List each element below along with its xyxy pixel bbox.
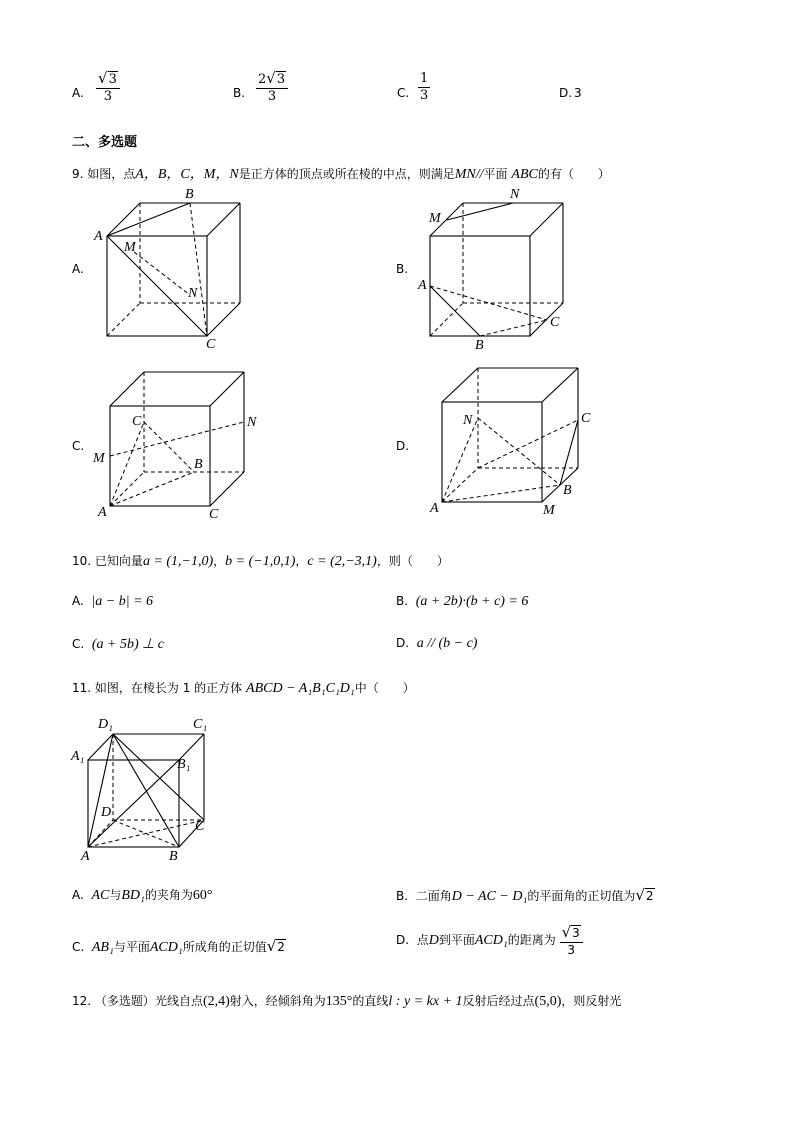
q9-stem: 9. 如图，点A，B，C，M，N是正方体的顶点或所在棱的中点，则满足MN//平面 ABC的有（ ） xyxy=(72,167,610,182)
q9a-label-b: B xyxy=(185,187,194,202)
q11-option-d: D. 点D到平面ACD₁的距离为 $\frac{√3}{3}$ xyxy=(396,924,583,957)
q9b-label-b: B xyxy=(475,338,484,353)
q8-option-c-label: C. xyxy=(397,86,410,100)
q11-option-b: B. 二面角D − AC − D₁的平面角的正切值为√2 xyxy=(396,886,654,904)
q8-option-c-value: $\frac{1}{3}$ xyxy=(420,71,429,104)
q9c-label-c-bottom: C xyxy=(209,507,219,522)
q10-stem: 10. 已知向量a = (1,−1,0)，b = (−1,0,1)，c = (2,−3,1)，则（ ） xyxy=(72,554,449,569)
q11-label-a: A xyxy=(81,849,90,864)
q11-label-b: B xyxy=(169,849,178,864)
q11-label-c1: C₁ xyxy=(193,717,208,732)
section-title: 二、多选题 xyxy=(72,135,138,150)
q9d-label-m: M xyxy=(543,503,555,518)
q11-label-c: C xyxy=(195,819,205,834)
q11-stem: 11. 如图，在棱长为 1 的正方体 ABCD − A₁B₁C₁D₁中（ ） xyxy=(72,681,415,696)
q9c-label-a: A xyxy=(98,505,107,520)
q9c-label-c-top: C xyxy=(132,414,142,429)
q11-option-a: A. AC与BD₁的夹角为60° xyxy=(72,888,213,903)
q9-figure-a xyxy=(90,180,260,355)
q9d-label-c: C xyxy=(581,411,591,426)
q8-option-b-value: $\frac{2√3}{3}$ xyxy=(256,70,288,105)
q9a-label-m: M xyxy=(124,240,136,255)
q9-option-d-label: D. xyxy=(396,439,410,453)
q9b-label-a: A xyxy=(418,278,427,293)
q11-option-c: C. AB₁与平面ACD₁所成角的正切值√2 xyxy=(72,937,285,955)
q10-option-a: A. |a − b| = 6 xyxy=(72,594,154,609)
q11-cube-figure xyxy=(68,710,218,865)
q8-option-a-value: $\frac{√3}{3}$ xyxy=(96,70,120,105)
q10-option-d: D. a // (b − c) xyxy=(396,636,478,651)
q9c-label-b: B xyxy=(194,457,203,472)
q12-stem: 12. （多选题）光线自点(2,4)射入，经倾斜角为135°的直线l : y = kx + 1反射后经过点(5,0)，则反射光 xyxy=(72,994,622,1009)
q9-option-b-label: B. xyxy=(396,262,409,276)
q9b-label-c: C xyxy=(550,315,560,330)
q8-option-a-label: A. xyxy=(72,86,84,100)
q9d-label-n: N xyxy=(463,413,473,428)
q9d-label-a: A xyxy=(430,501,439,516)
q8-option-b-label: B. xyxy=(233,86,246,100)
q9a-label-a: A xyxy=(94,229,103,244)
q9-option-a-label: A. xyxy=(72,262,84,276)
q9-figure-b xyxy=(413,180,583,355)
q9-figure-d xyxy=(422,358,597,528)
q9b-label-m: M xyxy=(429,211,441,226)
q9c-label-m: M xyxy=(93,451,105,466)
q9c-label-n: N xyxy=(247,415,257,430)
q9-option-c-label: C. xyxy=(72,439,85,453)
q11-label-d1: D₁ xyxy=(98,717,113,732)
q8-option-d-value: 3 xyxy=(574,86,582,100)
q9a-label-n: N xyxy=(188,286,198,301)
q9b-label-n: N xyxy=(510,187,520,202)
q10-option-c: C. (a + 5b) ⊥ c xyxy=(72,637,165,652)
q9d-label-b: B xyxy=(563,483,572,498)
q11-label-a1: A₁ xyxy=(71,749,85,764)
q11-label-d: D xyxy=(101,805,112,820)
q9a-label-c: C xyxy=(206,337,216,352)
q8-option-d-label: D. xyxy=(559,86,573,100)
q9-figure-c xyxy=(90,358,265,528)
q11-label-b1: B₁ xyxy=(177,757,191,772)
q10-option-b: B. (a + 2b)·(b + c) = 6 xyxy=(396,594,529,609)
